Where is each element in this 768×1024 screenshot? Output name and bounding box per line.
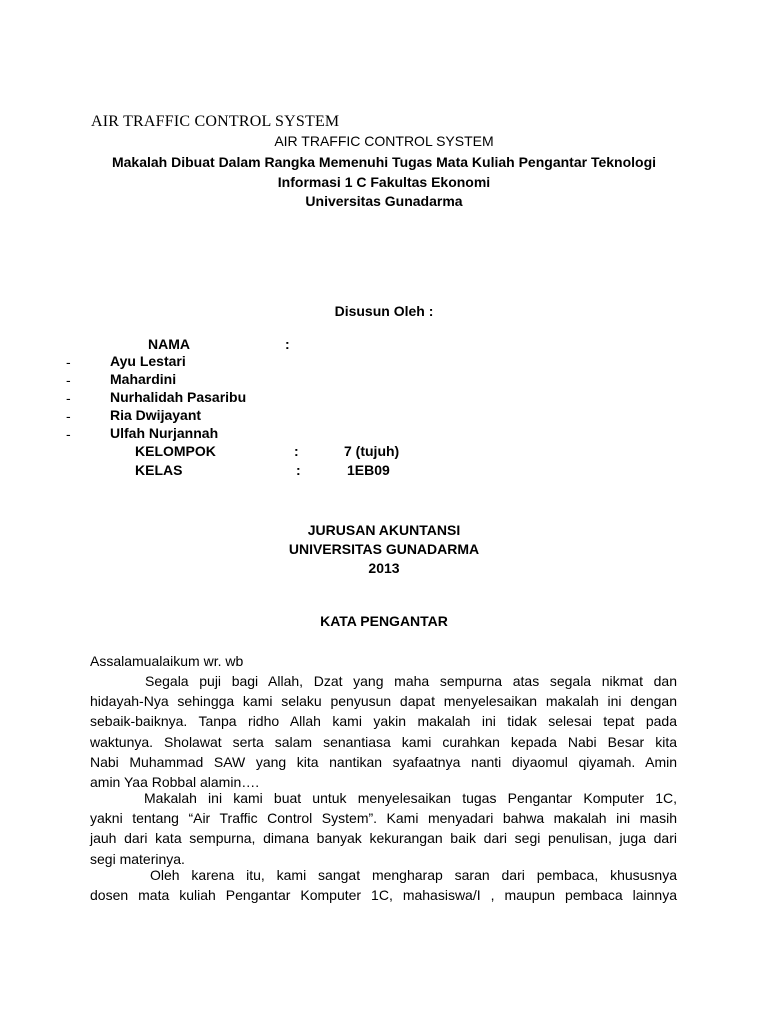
member-name: Ulfah Nurjannah (110, 425, 219, 441)
university-label: UNIVERSITAS GUNADARMA (288, 541, 480, 557)
kelas-colon: : (296, 462, 301, 478)
kelas-label: KELAS (135, 462, 183, 478)
member-bullet: - (66, 372, 71, 388)
year-label: 2013 (368, 560, 400, 576)
disusun-oleh-label: Disusun Oleh : (334, 303, 434, 319)
cover-subtitle-line3: Universitas Gunadarma (305, 193, 463, 209)
document-title: AIR TRAFFIC CONTROL SYSTEM (91, 113, 340, 130)
nama-label: NAMA (148, 336, 190, 352)
cover-subtitle-line1: Makalah Dibuat Dalam Rangka Memenuhi Tugas Mata Kuliah Pengantar Teknologi (111, 154, 657, 170)
kelas-value: 1EB09 (347, 462, 390, 478)
paragraph-line: hidayah-Nya sehingga kami selaku penyusun dapat menyelesaikan makalah ini dengan (90, 693, 677, 710)
member-bullet: - (66, 354, 71, 370)
kelompok-colon: : (294, 443, 299, 459)
paragraph-line: yakni tentang “Air Traffic Control System”. Kami menyadari bahwa makalah ini masih (90, 810, 677, 827)
paragraph-line: dosen mata kuliah Pengantar Komputer 1C, mahasiswa/I , maupun pembaca lainnya (90, 887, 677, 904)
kelompok-label: KELOMPOK (135, 443, 216, 459)
paragraph-line: segi materinya. (90, 850, 185, 867)
member-name: Ayu Lestari (110, 353, 186, 369)
member-name: Mahardini (110, 371, 177, 387)
paragraph-1 (90, 671, 677, 792)
paragraph-line: Makalah ini kami buat untuk menyelesaikan tugas Pengantar Komputer 1C, (144, 790, 677, 806)
paragraph-line: Segala puji bagi Allah, Dzat yang maha sempurna atas segala nikmat dan (145, 673, 677, 689)
paragraph-line: amin Yaa Robbal alamin…. (90, 774, 260, 791)
cover-subtitle-line2: Informasi 1 C Fakultas Ekonomi (277, 174, 491, 190)
member-bullet: - (66, 408, 71, 424)
member-bullet: - (66, 390, 71, 406)
paragraph-line: Oleh karena itu, kami sangat mengharap saran dari pembaca, khususnya (150, 867, 677, 883)
kata-pengantar-heading: KATA PENGANTAR (320, 613, 448, 629)
jurusan-label: JURUSAN AKUNTANSI (307, 522, 461, 538)
greeting-text: Assalamualaikum wr. wb (90, 653, 244, 669)
member-name: Nurhalidah Pasaribu (110, 389, 247, 405)
member-bullet: - (66, 426, 71, 442)
cover-title: AIR TRAFFIC CONTROL SYSTEM (274, 133, 494, 149)
paragraph-line: jauh dari kata sempurna, dimana banyak kekurangan baik dari segi penulisan, juga dari (90, 830, 677, 847)
kelompok-value: 7 (tujuh) (344, 443, 400, 459)
nama-colon: : (285, 336, 290, 352)
member-name: Ria Dwijayant (110, 407, 202, 423)
paragraph-2 (90, 788, 677, 869)
paragraph-line: Nabi Muhammad SAW yang kita nantikan syafaatnya nanti diyaomul qiyamah. Amin (90, 753, 677, 770)
paragraph-line: waktunya. Sholawat serta salam senantiasa kami curahkan kepada Nabi Besar kita (90, 733, 677, 750)
paragraph-3 (90, 865, 677, 905)
paragraph-line: sebaik-baiknya. Tanpa ridho Allah kami yakin makalah ini tidak selesai tepat pada (90, 713, 677, 730)
